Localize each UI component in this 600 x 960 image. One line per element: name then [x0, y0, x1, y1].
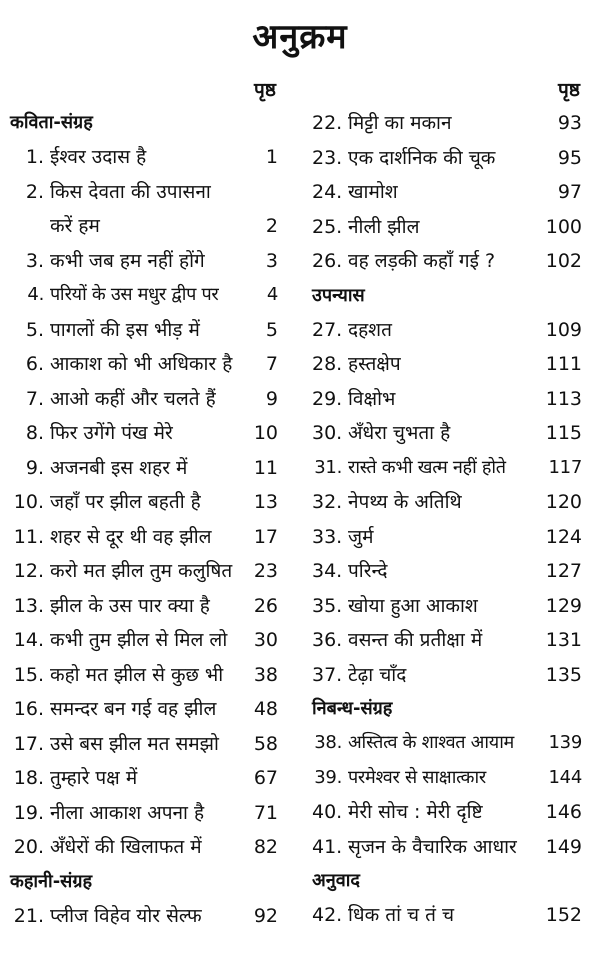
entry-page-number: 13: [253, 491, 278, 513]
entry-number: 40.: [312, 801, 343, 823]
entry-title: खोया हुआ आकाश: [348, 594, 478, 617]
entry-page-number: 82: [253, 836, 278, 858]
entry-number: 20.: [13, 836, 44, 858]
entry-number: 37.: [312, 663, 343, 686]
entry-page-number: 3: [265, 249, 278, 272]
entry-page-number: 129: [545, 594, 582, 617]
toc-entry: [10, 451, 278, 486]
entry-title: अजनबी इस शहर में: [50, 456, 188, 479]
toc-entry: [312, 313, 582, 348]
entry-title: कभी जब हम नहीं होंगे: [50, 249, 205, 272]
toc-entry: [10, 244, 278, 279]
entry-page-number: 17: [253, 525, 278, 548]
entry-title: विक्षोभ: [348, 387, 396, 410]
section-heading: अनुवाद: [312, 870, 360, 891]
entry-title: आकाश को भी अधिकार है: [50, 353, 233, 375]
entry-title: जहाँ पर झील बहती है: [50, 491, 201, 513]
entry-title: पागलों की इस भीड़ में: [50, 318, 200, 341]
toc-entry: [10, 658, 278, 693]
entry-page-number: 95: [557, 146, 582, 169]
entry-title: परमेश्वर से साक्षात्कार: [348, 766, 486, 788]
entry-number: 14.: [13, 629, 44, 651]
toc-entry: [10, 347, 278, 382]
entry-title: कभी तुम झील से मिल लो: [50, 629, 228, 651]
entry-page-number: 1: [265, 146, 278, 168]
entry-number: 8.: [25, 422, 44, 444]
toc-entry: [312, 898, 582, 933]
entry-title: हस्तक्षेप: [348, 353, 401, 375]
entry-page-number: 92: [253, 904, 278, 927]
entry-page-number: 149: [545, 835, 582, 858]
entry-page-number: 135: [545, 663, 582, 686]
entry-page-number: 7: [265, 353, 278, 375]
toc-entry: [10, 382, 278, 417]
entry-number: 7.: [25, 387, 44, 410]
entry-title: सृजन के वैचारिक आधार: [348, 835, 517, 858]
entry-page-number: 97: [557, 181, 582, 203]
entry-number: 29.: [312, 387, 343, 410]
entry-page-number: 11: [253, 456, 278, 479]
entry-number: 27.: [312, 318, 343, 341]
entry-title: फिर उगेंगे पंख मेरे: [50, 422, 173, 444]
entry-number: 12.: [13, 560, 44, 582]
toc-entry: [312, 141, 582, 176]
contents-column-left: [10, 74, 278, 933]
entry-number: 19.: [13, 801, 44, 824]
entry-title: अँधेरों की खिलाफत में: [50, 836, 202, 858]
entry-title: दहशत: [348, 318, 392, 341]
toc-entry: [10, 140, 278, 175]
entry-number: 2.: [25, 180, 44, 203]
entry-page-number: [252, 175, 278, 210]
entry-number: 4.: [27, 284, 44, 305]
entry-title: शहर से दूर थी वह झील: [50, 525, 212, 548]
entry-page-number: 124: [545, 525, 582, 548]
toc-entry: [312, 520, 582, 555]
entry-number: 11.: [13, 525, 44, 548]
entry-title: धिक तां च तं च: [348, 904, 455, 926]
entry-title: उसे बस झील मत समझो: [50, 732, 219, 755]
toc-entry: [312, 175, 582, 210]
entry-page-number: 2: [265, 215, 278, 237]
toc-entry: [312, 485, 582, 520]
toc-entry: [312, 451, 582, 486]
entry-page-number: 120: [545, 491, 582, 513]
entry-number: 31.: [314, 456, 342, 478]
toc-entry: [10, 727, 278, 762]
entry-title: ईश्वर उदास है: [50, 146, 147, 168]
page-column-header-right: पृष्ठ: [558, 79, 580, 101]
toc-entry: [312, 830, 582, 865]
entry-page-number: 26: [253, 594, 278, 617]
toc-entry: [10, 692, 278, 727]
entry-number: 21.: [13, 904, 44, 927]
entry-title: आओ कहीं और चलते हैं: [50, 387, 216, 410]
entry-title: किस देवता की उपासना: [50, 180, 211, 203]
entry-number: 26.: [312, 250, 343, 272]
page-title: अनुक्रम: [252, 17, 348, 57]
entry-number: 39.: [314, 766, 342, 788]
toc-entry: [10, 520, 278, 555]
toc-entry: [312, 795, 582, 830]
toc-entry: [312, 623, 582, 658]
entry-page-number: 117: [548, 456, 582, 478]
entry-page-number: 9: [265, 387, 278, 410]
toc-entry: [10, 278, 278, 313]
entry-title: जुर्म: [348, 525, 374, 548]
entry-number: 9.: [25, 456, 44, 479]
entry-title: मिट्टी का मकान: [348, 112, 452, 134]
toc-entry: [10, 796, 278, 831]
entry-number: 6.: [25, 353, 44, 375]
entry-page-number: 115: [545, 422, 582, 444]
toc-entry: [312, 210, 582, 245]
toc-entry: [312, 554, 582, 589]
toc-entry: [312, 382, 582, 417]
entry-title: करें हम: [50, 215, 100, 237]
entry-page-number: 152: [545, 904, 582, 926]
entry-page-number: 71: [253, 801, 278, 824]
entry-title: करो मत झील तुम कलुषित: [50, 560, 233, 582]
toc-entry: [10, 761, 278, 796]
entry-title: प्लीज विहेव योर सेल्फ: [50, 904, 202, 927]
entry-number: 5.: [25, 318, 44, 341]
toc-entry: [10, 313, 278, 348]
entry-number: 1.: [25, 146, 44, 168]
toc-entry: [312, 726, 582, 761]
section-heading: उपन्यास: [312, 284, 365, 306]
entry-title: झील के उस पार क्या है: [50, 594, 210, 617]
entry-title: कहो मत झील से कुछ भी: [50, 663, 224, 686]
toc-entry: [10, 554, 278, 589]
entry-number: 33.: [312, 525, 343, 548]
toc-entry: [312, 658, 582, 693]
entry-title: वह लड़की कहाँ गई ?: [348, 250, 496, 272]
entry-title: मेरी सोच : मेरी दृष्टि: [348, 801, 483, 823]
toc-entry: [312, 106, 582, 141]
entry-page-number: 109: [545, 318, 582, 341]
entry-page-number: 10: [253, 422, 278, 444]
entry-page-number: 38: [253, 663, 278, 686]
entry-title: नीली झील: [348, 215, 420, 238]
toc-entry: [312, 416, 582, 451]
toc-entry: [312, 347, 582, 382]
entry-number: 22.: [312, 112, 343, 134]
section-heading: निबन्ध-संग्रह: [312, 698, 393, 719]
entry-title: रास्ते कभी खत्म नहीं होते: [348, 456, 506, 478]
entry-number: 23.: [312, 146, 343, 169]
toc-entry: [10, 485, 278, 520]
entry-number: 13.: [13, 594, 44, 617]
entry-number: 38.: [314, 732, 342, 753]
entry-number: 42.: [312, 904, 343, 926]
entry-title: समन्दर बन गई वह झील: [50, 698, 217, 720]
entry-page-number: 139: [548, 732, 582, 753]
entry-page-number: 58: [253, 732, 278, 755]
entry-title: तुम्हारे पक्ष में: [50, 767, 138, 789]
entry-page-number: 127: [545, 560, 582, 582]
entry-number: 28.: [312, 353, 343, 375]
entry-number: 18.: [13, 767, 44, 789]
page-column-header-left: पृष्ठ: [254, 79, 276, 101]
entry-page-number: 111: [545, 353, 582, 375]
toc-entry: [10, 209, 278, 244]
entry-page-number: 131: [545, 629, 582, 651]
section-heading: कहानी-संग्रह: [10, 870, 93, 892]
toc-entry: [312, 761, 582, 796]
entry-page-number: 5: [265, 318, 278, 341]
entry-title: टेढ़ा चाँद: [348, 663, 407, 686]
entry-number: 30.: [312, 422, 343, 444]
entry-page-number: 23: [253, 560, 278, 582]
entry-title: परिन्दे: [348, 560, 388, 582]
entry-title: नेपथ्य के अतिथि: [348, 491, 462, 513]
entry-number: 24.: [312, 181, 343, 203]
entry-title: अँधेरा चुभता है: [348, 422, 451, 444]
entry-number: 32.: [312, 491, 343, 513]
entry-number: 34.: [312, 560, 343, 582]
entry-number: 3.: [25, 249, 44, 272]
entry-title: नीला आकाश अपना है: [50, 801, 205, 824]
toc-entry: [10, 589, 278, 624]
entry-number: 41.: [312, 835, 343, 858]
toc-entry: [312, 244, 582, 279]
entry-title: एक दार्शनिक की चूक: [348, 146, 496, 169]
toc-entry: [10, 899, 278, 934]
toc-entry: [10, 175, 278, 210]
entry-page-number: 48: [253, 698, 278, 720]
entry-number: 35.: [312, 594, 343, 617]
entry-page-number: 67: [253, 767, 278, 789]
entry-page-number: 102: [545, 250, 582, 272]
toc-entry: [10, 416, 278, 451]
entry-number: 17.: [13, 732, 44, 755]
entry-number: 25.: [312, 215, 343, 238]
entry-title: खामोश: [348, 181, 398, 203]
entry-title: वसन्त की प्रतीक्षा में: [348, 629, 483, 651]
toc-entry: [10, 623, 278, 658]
toc-entry: [10, 830, 278, 865]
entry-page-number: 146: [545, 801, 582, 823]
entry-page-number: 113: [545, 387, 582, 410]
entry-number: 36.: [312, 629, 343, 651]
entry-title: परियों के उस मधुर द्वीप पर: [50, 284, 219, 305]
entry-page-number: 144: [548, 766, 582, 788]
entry-page-number: 100: [545, 215, 582, 238]
entry-page-number: 4: [266, 284, 278, 305]
entry-title: अस्तित्व के शाश्वत आयाम: [348, 732, 515, 753]
toc-entry: [312, 589, 582, 624]
entry-page-number: 30: [253, 629, 278, 651]
entry-number: 16.: [13, 698, 44, 720]
entry-page-number: 93: [557, 112, 582, 134]
section-heading: कविता-संग्रह: [10, 112, 93, 133]
contents-column-right: [312, 74, 582, 933]
entry-number: 15.: [13, 663, 44, 686]
entry-number: 10.: [13, 491, 44, 513]
